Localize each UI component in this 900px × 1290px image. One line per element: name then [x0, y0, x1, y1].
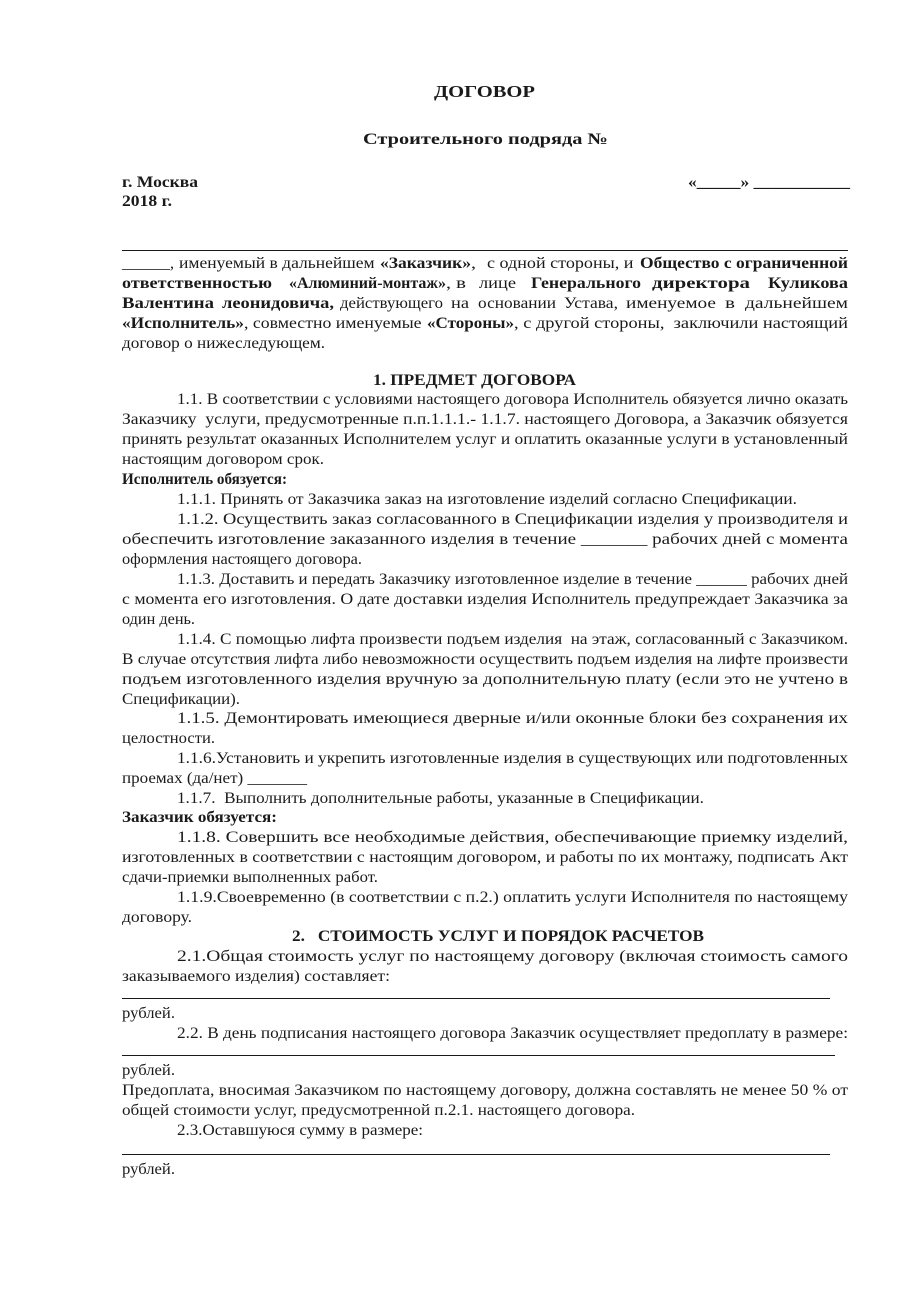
- clause-1-1-9: договору.: [122, 909, 193, 926]
- clause-1-1: 1.1. В соответствии с условиями настоящего договора Исполнитель обязуется лично оказать: [177, 391, 849, 408]
- clause-1-1-5: целостности.: [122, 730, 215, 747]
- prepayment-blank-line: [122, 1055, 835, 1056]
- clause-1-1-1: 1.1.1. Принять от Заказчика заказ на изготовление изделий согласно Спецификации.: [177, 491, 797, 508]
- document-title: ДОГОВОР: [434, 82, 535, 101]
- executor-obligations-heading: Исполнитель обязуется:: [122, 471, 288, 488]
- company-form: Общество с ограниченной: [640, 255, 848, 272]
- preamble-text: ,: [446, 275, 451, 292]
- prepayment-terms: общей стоимости услуг, предусмотренной п.2.1. настоящего договора.: [122, 1102, 635, 1119]
- preamble-text: договор о нижеследующем.: [122, 335, 326, 352]
- clause-1-1-6: 1.1.6.Установить и укрепить изготовленные изделия в существующих или подготовленных: [177, 750, 849, 767]
- clause-1-1-3: с момента его изготовления. О дате доставки изделия Исполнитель предупреждает Заказчика за: [122, 591, 849, 608]
- preamble-text: Устава,: [564, 295, 618, 312]
- clause-1-1: принять результат оказанных Исполнителем услуг и оплатить оказанные услуги в установленный: [122, 431, 848, 448]
- clause-1-1-4: В случае отсутствия лифта либо невозможности осуществить подъем изделия на лифте произвести: [122, 651, 849, 668]
- clause-1-1-3: 1.1.3. Доставить и передать Заказчику изготовленное изделие в течение ______ рабочих дней: [177, 571, 849, 588]
- total-cost-blank-line: [122, 998, 830, 999]
- director-title: директора: [652, 275, 751, 292]
- clause-2-2: 2.2. В день подписания настоящего договора Заказчик осуществляет предоплату в размере:: [177, 1025, 848, 1042]
- clause-1-1-9: 1.1.9.Своевременно (в соответствии с п.2.) оплатить услуги Исполнителя по настоящему: [177, 889, 849, 906]
- clause-1-1-4: 1.1.4. С помощью лифта произвести подъем изделия на этаж, согласованный с Заказчиком.: [177, 631, 849, 648]
- clause-2-3: 2.3.Оставшуюся сумму в размере:: [177, 1122, 424, 1139]
- preamble-text: ,: [471, 255, 476, 272]
- director-name: леонидовича,: [222, 295, 335, 312]
- contract-year: 2018 г.: [122, 193, 173, 210]
- rubles-label: рублей.: [122, 1005, 176, 1022]
- customer-obligations-heading: Заказчик обязуется:: [122, 809, 277, 826]
- preamble-text: на: [451, 295, 470, 312]
- contract-date-field: «_____» ___________: [688, 174, 850, 191]
- clause-2-1: заказываемого изделия) составляет:: [122, 968, 390, 985]
- clause-1-1-2: 1.1.2. Осуществить заказ согласованного в Спецификации изделия у производителя и: [177, 511, 848, 528]
- contract-city: г. Москва: [122, 174, 199, 191]
- clause-1-1-6: проемах (да/нет) _______: [122, 770, 307, 787]
- preamble-text: с одной стороны, и: [487, 255, 638, 272]
- clause-1-1-2: обеспечить изготовление заказанного изделия в течение _______ рабочих дней с момента: [122, 531, 848, 548]
- clause-1-1-8: изготовленных в соответствии с настоящим договором, и работы по их монтажу, подписать Акт: [122, 849, 849, 866]
- section-1-heading: 1. ПРЕДМЕТ ДОГОВОРА: [373, 372, 576, 389]
- document-subtitle: Строительного подряда №: [363, 131, 608, 148]
- rubles-label: рублей.: [122, 1161, 176, 1178]
- clause-1-1-5: 1.1.5. Демонтировать имеющиеся дверные и/или оконные блоки без сохранения их: [177, 710, 848, 727]
- preamble-text: в: [725, 295, 735, 312]
- director-name: Валентина: [122, 295, 214, 312]
- director-title: Генерального: [531, 275, 641, 292]
- preamble-text: именуемое: [626, 295, 717, 312]
- preamble-text: именуемый в дальнейшем: [179, 255, 379, 272]
- clause-1-1-4: подъем изготовленного изделия вручную за дополнительную плату (если это не учтено в: [122, 671, 849, 688]
- company-name: «Алюминий-монтаж»: [289, 275, 447, 292]
- preamble-text: в: [456, 275, 466, 292]
- clause-2-1: 2.1.Общая стоимость услуг по настоящему договору (включая стоимость самого: [177, 948, 848, 965]
- clause-1-1-8: 1.1.8. Совершить все необходимые действия, обеспечивающие приемку изделий,: [177, 829, 848, 846]
- preamble-text: основании: [478, 295, 556, 312]
- prepayment-terms: Предоплата, вносимая Заказчиком по настоящему договору, должна составлять не менее 50 % от: [122, 1082, 849, 1099]
- clause-1-1: настоящим договором срок.: [122, 451, 325, 468]
- section-2-heading: 2. СТОИМОСТЬ УСЛУГ И ПОРЯДОК РАСЧЕТОВ: [292, 928, 704, 945]
- clause-1-1-4: Спецификации).: [122, 691, 241, 708]
- clause-1-1-8: сдачи-приемки выполненных работ.: [122, 869, 378, 886]
- clause-1-1: Заказчику услуги, предусмотренные п.п.1.1.1.- 1.1.7. настоящего Договора, а Заказчик обязуется: [122, 411, 848, 428]
- clause-1-1-7: 1.1.7. Выполнить дополнительные работы, указанные в Спецификации.: [177, 790, 704, 807]
- clause-1-1-3: один день.: [122, 611, 196, 628]
- party-name-blank-line: [122, 250, 848, 251]
- executor-term: «Исполнитель»: [122, 315, 244, 332]
- preamble-text: дальнейшем: [745, 295, 849, 312]
- company-form: ответственностью: [122, 275, 273, 292]
- director-name: Куликова: [768, 275, 849, 292]
- preamble-text: , совместно именуемые: [244, 315, 426, 332]
- remaining-sum-blank-line: [122, 1154, 830, 1155]
- preamble-text: действующего: [340, 295, 443, 312]
- preamble-text: , с другой стороны, заключили настоящий: [514, 315, 848, 332]
- clause-1-1-2: оформления настоящего договора.: [122, 551, 362, 568]
- customer-term: «Заказчик»: [380, 255, 472, 272]
- parties-term: «Стороны»: [427, 315, 515, 332]
- rubles-label: рублей.: [122, 1062, 176, 1079]
- preamble-blank: ______,: [122, 255, 175, 272]
- preamble-text: лице: [479, 275, 517, 292]
